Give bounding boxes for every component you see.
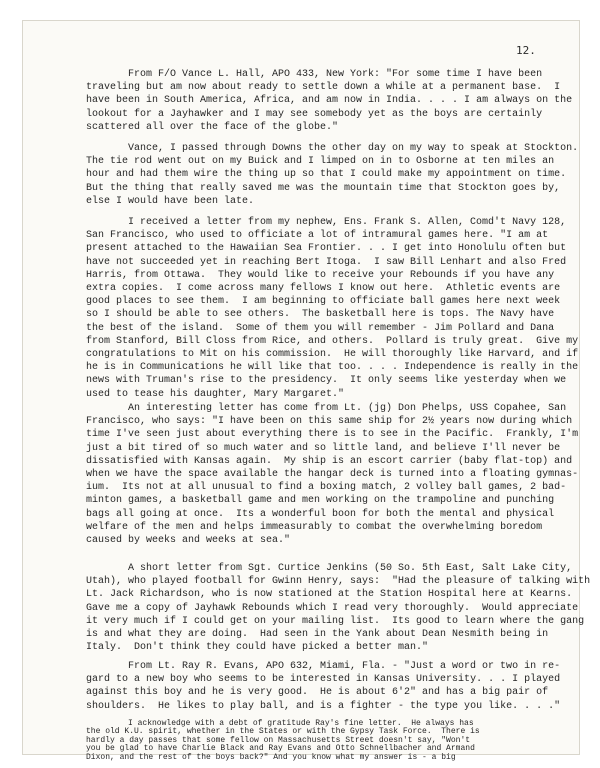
text-line: have not succeeded yet in reaching Bert Itoga. I saw Bill Lenhart and also Fred [86, 256, 567, 268]
text-line: you be glad to have Charlie Black and Ray Evans and Otto Schnellbacher and Armand [86, 744, 475, 754]
text-line: lookout for a Jayhawker and I may see somebody yet as the boys are certainly [86, 108, 543, 120]
text-line: Vance, I passed through Downs the other day on my way to speak at Stockton. [128, 143, 579, 154]
text-line: San Francisco, who used to officiate a lot of intramural games here. "I am at [86, 230, 549, 242]
text-line: caused by weeks and weeks at sea." [86, 535, 291, 546]
text-line: when we have the space available the hangar deck is turned into a floating gymnas- [86, 469, 579, 480]
text-line: congratulations to Mit on his commission. He will thoroughly like Harvard, and if [86, 349, 579, 360]
text-line: shoulders. He likes to play ball, and is a fighter - the type you like. . . ." [86, 700, 561, 712]
page-number: 12. [516, 44, 536, 57]
text-line: the best of the island. Some of them you will remember - Jim Pollard and Dana [86, 322, 555, 334]
text-line: used to tease his daughter, Mary Margaret." [86, 388, 345, 400]
text-line: news with Truman's rise to the presidency. It only seems like yesterday when we [86, 375, 567, 387]
text-line: present attached to the Hawaiian Sea Frontier. . . I get into Honolulu often but [86, 243, 567, 255]
text-line: against this boy and he is very good. He is about 6'2" and has a big pair of [86, 687, 549, 699]
text-line: is and what they are doing. Had seen in the Yank about Dean Nesmith being in [86, 629, 549, 640]
text-line: extra copies. I come across many fellows I know out here. Athletic events are [86, 283, 561, 294]
text-line: minton games, a basketball game and men working on the trampoline and punching [86, 495, 555, 507]
text-line: hour and had them wire the thing up so that I could make my appointment on time. [86, 169, 567, 181]
text-line: he is in Communications he will like that too. . . . Independence is really in the [86, 362, 579, 374]
text-line: I received a letter from my nephew, Ens. Frank S. Allen, Comd't Navy 128, [128, 217, 567, 228]
text-line: the old K.U. spirit, whether in the States or with the Gypsy Task Force. There is [86, 727, 480, 737]
text-line: But the thing that really saved me was the mountain time that Stockton goes by, [86, 182, 561, 194]
text-line: so I should be able to see others. The basketball here is tops. The Navy have [86, 309, 555, 321]
text-line: traveling but am now about ready to settle down a while at a permanent base. I [86, 82, 561, 94]
text-line: Francisco, who says: "I have been on this same ship for 2½ years now during which [86, 416, 573, 428]
text-line: The tie rod went out on my Buick and I limped on in to Osborne at ten miles an [86, 156, 555, 168]
text-line: gard to a new boy who seems to be interested in Kansas University. . . I played [86, 674, 561, 686]
text-line: from Stanford, Bill Closs from Rice, and others. Pollard is truly great. Give my [86, 335, 579, 347]
text-line: I acknowledge with a debt of gratitude Ray's fine letter. He always has [128, 719, 474, 728]
text-line: From Lt. Ray R. Evans, APO 632, Miami, Fla. - "Just a word or two in re- [128, 661, 561, 672]
text-line: Italy. Don't think they could have picked a better man." [86, 642, 429, 654]
text-line: else I would have been late. [86, 195, 255, 207]
text-line: Utah), who played football for Gwinn Henry, says: "Had the pleasure of talking with [86, 576, 591, 588]
text-line: it very much if I could get on your mailing list. Its good to learn where the gang [86, 615, 585, 627]
text-line: scattered all over the face of the globe." [86, 121, 339, 133]
text-line: hardly a day passes that some fellow on Massachusetts Street doesn't say, "Won't [86, 735, 471, 745]
text-line: just a bit tired of so much water and so little land, and believe I'll never be [86, 442, 561, 454]
text-line: dissatisfied with Kansas again. My ship is an escort carrier (baby flat-top) and [86, 455, 573, 467]
text-line: Dixon, and the rest of the boys back?" And you know what my answer is - a big [86, 752, 456, 762]
text-line: Gave me a copy of Jayhawk Rebounds which I read very thoroughly. Would appreciate [86, 602, 579, 614]
text-line: Harris, from Ottawa. They would like to receive your Rebounds if you have any [86, 269, 555, 281]
text-line: have been in South America, Africa, and am now in India. . . . I am always on the [86, 95, 573, 107]
text-line: welfare of the men and helps immeasurably to combat the overwhelming boredom [86, 521, 543, 533]
text-line: bags all going at once. Its a wonderful boon for both the mental and physical [86, 508, 555, 520]
text-line: Lt. Jack Richardson, who is now stationed at the Station Hospital here at Kearns. [86, 589, 573, 601]
text-line: From F/O Vance L. Hall, APO 433, New York: "For some time I have been [128, 69, 543, 80]
text-line: A short letter from Sgt. Curtice Jenkins (50 So. 5th East, Salt Lake City, [128, 563, 573, 574]
text-line: time I've seen just about everything there is to see in the Pacific. Frankly, I'm [86, 429, 579, 441]
text-line: good places to see them. I am beginning to officiate ball games here next week [86, 296, 561, 308]
text-line: An interesting letter has come from Lt. (jg) Don Phelps, USS Copahee, San [128, 403, 567, 414]
text-line: ium. Its not at all unusual to find a boxing match, 2 volley ball games, 2 bad- [86, 482, 567, 494]
